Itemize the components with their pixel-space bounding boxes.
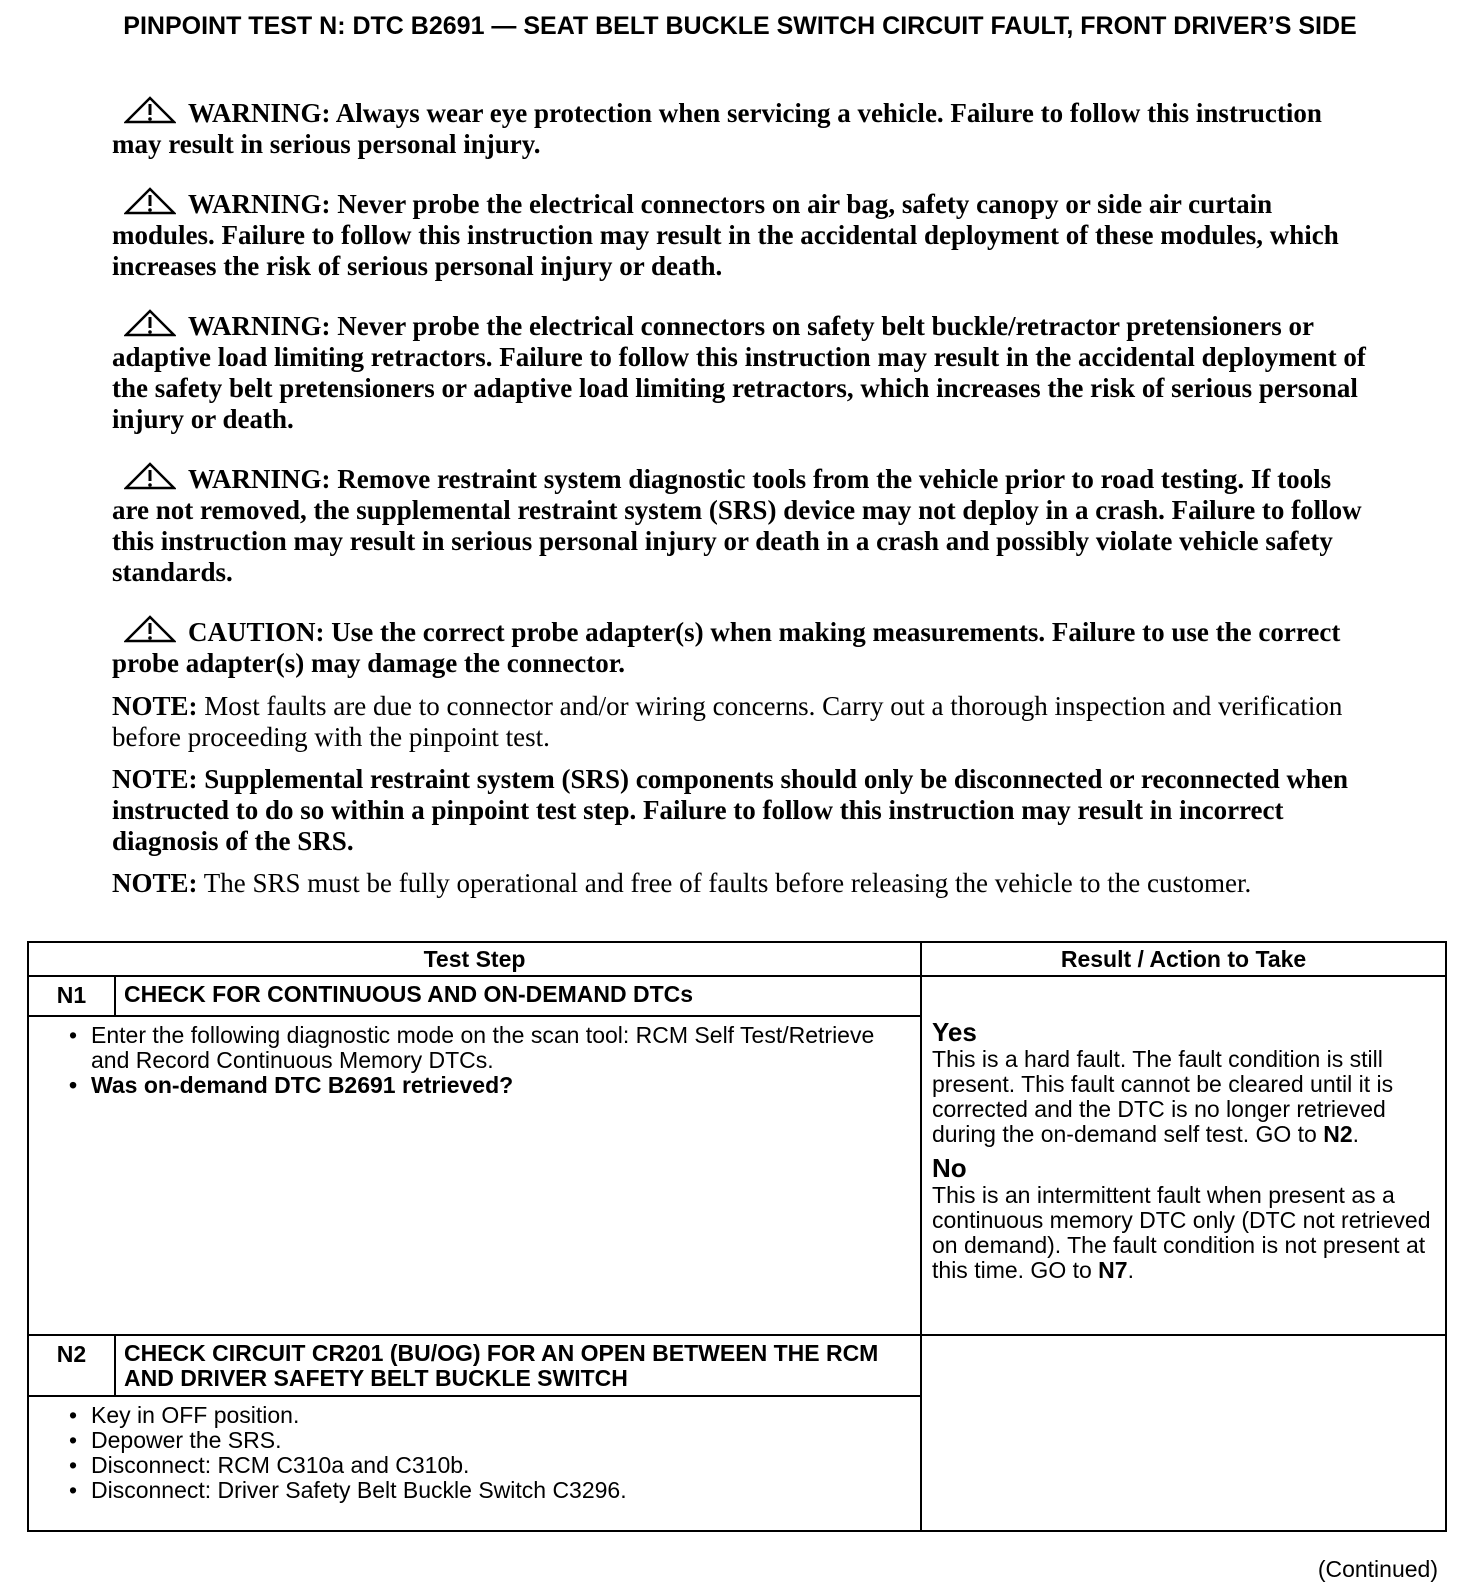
step-n2-result — [921, 1335, 1446, 1531]
step-n2-bullets — [29, 1397, 920, 1509]
list-item: • Depower the SRS. — [69, 1428, 910, 1453]
table-header-row — [28, 942, 1446, 976]
result-yes-text: This is a hard fault. The fault condition is still present. This fault cannot be cleared until it is corrected and the DTC is no longer retrieved during the on-demand self test. GO to N2. — [932, 1046, 1394, 1147]
step-n2-id: N2 — [28, 1335, 115, 1396]
list-item: • Enter the following diagnostic mode on the scan tool: RCM Self Test/Retrieve and Record Continuous Memory DTCs. — [69, 1023, 910, 1073]
result-no-text: This is an intermittent fault when present as a continuous memory DTC only (DTC not retrieved on demand). The fault condition is not present at this time. GO to N7. — [932, 1182, 1431, 1283]
continued-label: (Continued) — [1317, 1556, 1438, 1582]
note-srs-operational: NOTE: The SRS must be fully operational and free of faults before releasing the vehicle to the customer. — [112, 868, 1252, 898]
warning-triangle-icon — [124, 462, 176, 490]
step-n1-body — [28, 1016, 921, 1335]
page-title: PINPOINT TEST N: DTC B2691 — SEAT BELT BUCKLE SWITCH CIRCUIT FAULT, FRONT DRIVER’S SIDE — [123, 12, 1357, 40]
result-no-label: No — [932, 1153, 967, 1183]
step-n2-heading: CHECK CIRCUIT CR201 (BU/OG) FOR AN OPEN BETWEEN THE RCM AND DRIVER SAFETY BELT BUCKLE SWITCH — [115, 1335, 921, 1396]
list-item: • Was on-demand DTC B2691 retrieved? — [69, 1073, 910, 1098]
step-n2-body — [28, 1396, 921, 1531]
list-item: • Key in OFF position. — [69, 1403, 910, 1428]
step-n1-id: N1 — [28, 976, 115, 1016]
warning-probe-airbag: WARNING: Never probe the electrical connectors on air bag, safety canopy or side air curtain modules. Failure to follow this instruction may result in the accidental deployment of these modules, which increases the risk of serious personal injury or death. — [112, 189, 1339, 281]
caution-probe-adapters: CAUTION: Use the correct probe adapter(s) when making measurements. Failure to use the correct probe adapter(s) may damage the connector. — [112, 617, 1341, 678]
warning-probe-pretensioners: WARNING: Never probe the electrical connectors on safety belt buckle/retractor pretensioners or adaptive load limiting retractors. Failure to follow this instruction may result in the accidental deployment of the safety belt pretensioners or adaptive load limiting retractors, which increases the risk of serious personal injury or death. — [112, 311, 1366, 434]
note-connector-wiring: NOTE: Most faults are due to connector and/or wiring concerns. Carry out a thorough inspection and verification before proceeding with the pinpoint test. — [112, 691, 1343, 752]
step-n1-result — [921, 976, 1446, 1335]
warning-remove-tools: WARNING: Remove restraint system diagnostic tools from the vehicle prior to road testing. If tools are not removed, the supplemental restraint system (SRS) device may not deploy in a crash. Failure to follow this instruction may result in serious personal injury or death in a crash and possibly violate vehicle safety standards. — [112, 464, 1362, 587]
step-n1-heading: CHECK FOR CONTINUOUS AND ON-DEMAND DTCs — [115, 976, 921, 1016]
pinpoint-test-table — [27, 941, 1447, 1532]
result-action-header: Result / Action to Take — [921, 942, 1446, 976]
safety-notices — [112, 96, 1372, 910]
warning-triangle-icon — [124, 96, 176, 124]
caution-triangle-icon — [124, 615, 176, 643]
result-yes-label: Yes — [932, 1017, 977, 1047]
warning-triangle-icon — [124, 187, 176, 215]
step-n1-bullets — [29, 1017, 920, 1104]
goto-n7-link[interactable]: N7 — [1098, 1257, 1128, 1283]
list-item: • Disconnect: Driver Safety Belt Buckle Switch C3296. — [69, 1478, 910, 1503]
test-step-header: Test Step — [28, 942, 921, 976]
warning-eye-protection: WARNING: Always wear eye protection when servicing a vehicle. Failure to follow this instruction may result in serious personal injury. — [112, 98, 1322, 159]
list-item: • Disconnect: RCM C310a and C310b. — [69, 1453, 910, 1478]
warning-triangle-icon — [124, 309, 176, 337]
note-srs-disconnect: NOTE: Supplemental restraint system (SRS) components should only be disconnected or reconnected when instructed to do so within a pinpoint test step. Failure to follow this instruction may result in incorrect diagnosis of the SRS. — [112, 764, 1349, 856]
goto-n2-link[interactable]: N2 — [1323, 1121, 1353, 1147]
step-n1-header-row — [28, 976, 1446, 1016]
step-n2-header-row — [28, 1335, 1446, 1396]
